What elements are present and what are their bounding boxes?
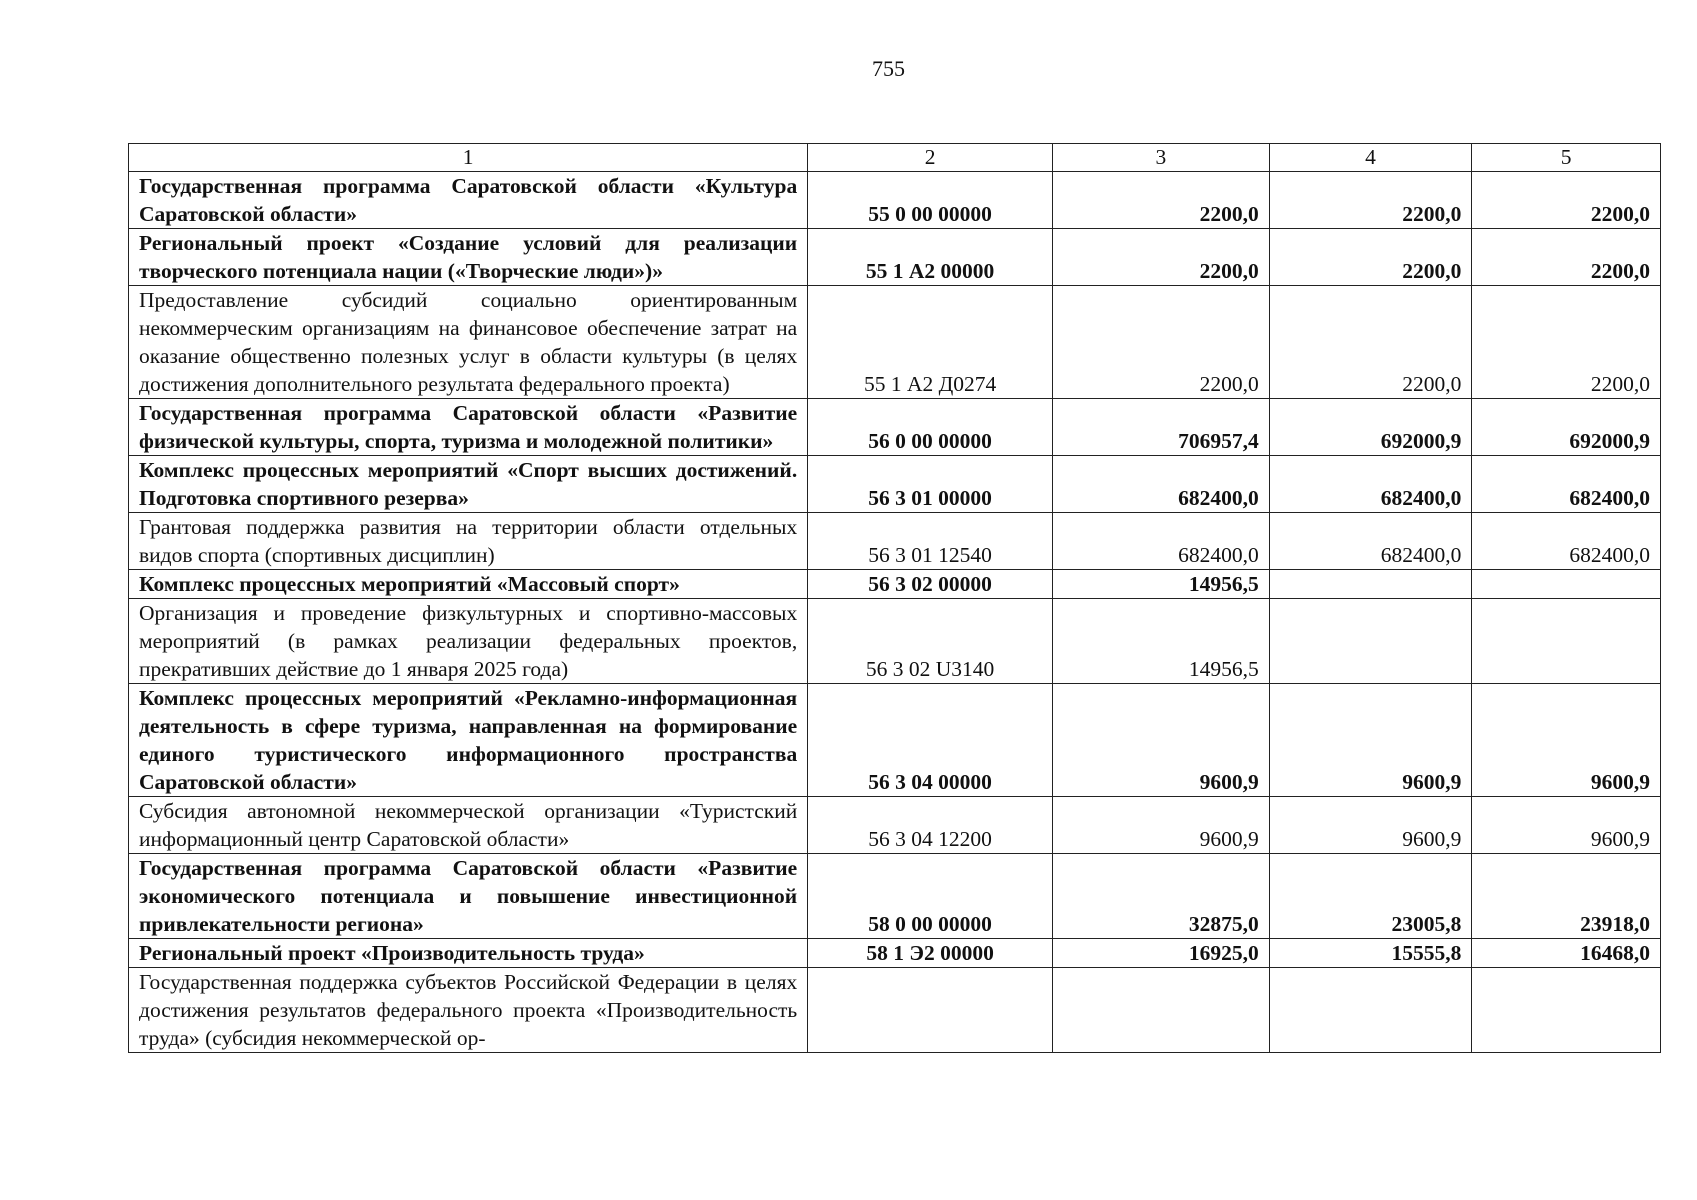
item-name: Субсидия автономной некоммерческой организации «Туристский информационный центр Саратовской области» [129, 797, 808, 854]
column-header: 4 [1269, 144, 1472, 172]
amount-col3: 706957,4 [1053, 399, 1270, 456]
item-name: Комплекс процессных мероприятий «Рекламно-информационная деятельность в сфере туризма, направленная на формирование единого туристического информационного пространства Саратовской области» [129, 684, 808, 797]
amount-col3: 14956,5 [1053, 570, 1270, 599]
table-row [129, 456, 1661, 513]
budget-code: 55 1 А2 Д0274 [808, 286, 1053, 399]
amount-col5: 682400,0 [1472, 513, 1661, 570]
amount-col4: 682400,0 [1269, 513, 1472, 570]
amount-col3: 9600,9 [1053, 797, 1270, 854]
column-header: 2 [808, 144, 1053, 172]
amount-col4: 23005,8 [1269, 854, 1472, 939]
header-row [129, 144, 1661, 172]
budget-code [808, 968, 1053, 1053]
budget-code: 56 3 01 12540 [808, 513, 1053, 570]
amount-col4: 2200,0 [1269, 286, 1472, 399]
amount-col3: 2200,0 [1053, 286, 1270, 399]
table-row [129, 399, 1661, 456]
amount-col4: 682400,0 [1269, 456, 1472, 513]
amount-col3: 2200,0 [1053, 229, 1270, 286]
page-number: 755 [872, 56, 905, 81]
amount-col5: 692000,9 [1472, 399, 1661, 456]
table-row [129, 854, 1661, 939]
table-row [129, 286, 1661, 399]
amount-col5 [1472, 599, 1661, 684]
table-row [129, 513, 1661, 570]
amount-col3: 2200,0 [1053, 172, 1270, 229]
item-name: Комплекс процессных мероприятий «Массовый спорт» [129, 570, 808, 599]
table-row [129, 797, 1661, 854]
item-name: Государственная программа Саратовской области «Развитие экономического потенциала и повышение инвестиционной привлекательности региона» [129, 854, 808, 939]
item-name: Государственная программа Саратовской области «Культура Саратовской области» [129, 172, 808, 229]
amount-col4: 692000,9 [1269, 399, 1472, 456]
amount-col5 [1472, 570, 1661, 599]
amount-col3: 16925,0 [1053, 939, 1270, 968]
item-name: Региональный проект «Создание условий для реализации творческого потенциала нации («Творческие люди»)» [129, 229, 808, 286]
budget-code: 56 3 01 00000 [808, 456, 1053, 513]
item-name: Грантовая поддержка развития на территории области отдельных видов спорта (спортивных дисциплин) [129, 513, 808, 570]
budget-code: 55 0 00 00000 [808, 172, 1053, 229]
budget-code: 56 3 04 12200 [808, 797, 1053, 854]
budget-code: 56 3 02 U3140 [808, 599, 1053, 684]
table-row [129, 229, 1661, 286]
amount-col5 [1472, 968, 1661, 1053]
amount-col3: 14956,5 [1053, 599, 1270, 684]
table-row [129, 570, 1661, 599]
budget-code: 56 0 00 00000 [808, 399, 1053, 456]
item-name: Государственная программа Саратовской области «Развитие физической культуры, спорта, туризма и молодежной политики» [129, 399, 808, 456]
amount-col4: 2200,0 [1269, 229, 1472, 286]
amount-col5: 16468,0 [1472, 939, 1661, 968]
column-header: 5 [1472, 144, 1661, 172]
table-row [129, 684, 1661, 797]
amount-col3: 682400,0 [1053, 456, 1270, 513]
amount-col5: 2200,0 [1472, 286, 1661, 399]
item-name: Организация и проведение физкультурных и спортивно-массовых мероприятий (в рамках реализации федеральных проектов, прекративших действие до 1 января 2025 года) [129, 599, 808, 684]
item-name: Предоставление субсидий социально ориентированным некоммерческим организациям на финансовое обеспечение затрат на оказание общественно полезных услуг в области культуры (в целях достижения дополнительного результата федерального проекта) [129, 286, 808, 399]
item-name: Государственная поддержка субъектов Российской Федерации в целях достижения результатов федерального проекта «Производительность труда» (субсидия некоммерческой ор- [129, 968, 808, 1053]
amount-col3: 9600,9 [1053, 684, 1270, 797]
item-name: Региональный проект «Производительность труда» [129, 939, 808, 968]
amount-col4 [1269, 570, 1472, 599]
amount-col4 [1269, 968, 1472, 1053]
table-row [129, 172, 1661, 229]
budget-code: 56 3 02 00000 [808, 570, 1053, 599]
amount-col5: 23918,0 [1472, 854, 1661, 939]
budget-code: 58 1 Э2 00000 [808, 939, 1053, 968]
budget-code: 58 0 00 00000 [808, 854, 1053, 939]
amount-col4 [1269, 599, 1472, 684]
amount-col3 [1053, 968, 1270, 1053]
table-row [129, 939, 1661, 968]
item-name: Комплекс процессных мероприятий «Спорт высших достижений. Подготовка спортивного резерва» [129, 456, 808, 513]
amount-col3: 32875,0 [1053, 854, 1270, 939]
amount-col5: 682400,0 [1472, 456, 1661, 513]
table-row [129, 599, 1661, 684]
table-row [129, 968, 1661, 1053]
amount-col5: 2200,0 [1472, 172, 1661, 229]
amount-col4: 9600,9 [1269, 684, 1472, 797]
column-header: 1 [129, 144, 808, 172]
amount-col4: 9600,9 [1269, 797, 1472, 854]
budget-code: 55 1 А2 00000 [808, 229, 1053, 286]
amount-col5: 9600,9 [1472, 797, 1661, 854]
amount-col4: 2200,0 [1269, 172, 1472, 229]
column-header: 3 [1053, 144, 1270, 172]
budget-code: 56 3 04 00000 [808, 684, 1053, 797]
amount-col3: 682400,0 [1053, 513, 1270, 570]
budget-table [128, 143, 1661, 1053]
amount-col5: 2200,0 [1472, 229, 1661, 286]
amount-col4: 15555,8 [1269, 939, 1472, 968]
amount-col5: 9600,9 [1472, 684, 1661, 797]
